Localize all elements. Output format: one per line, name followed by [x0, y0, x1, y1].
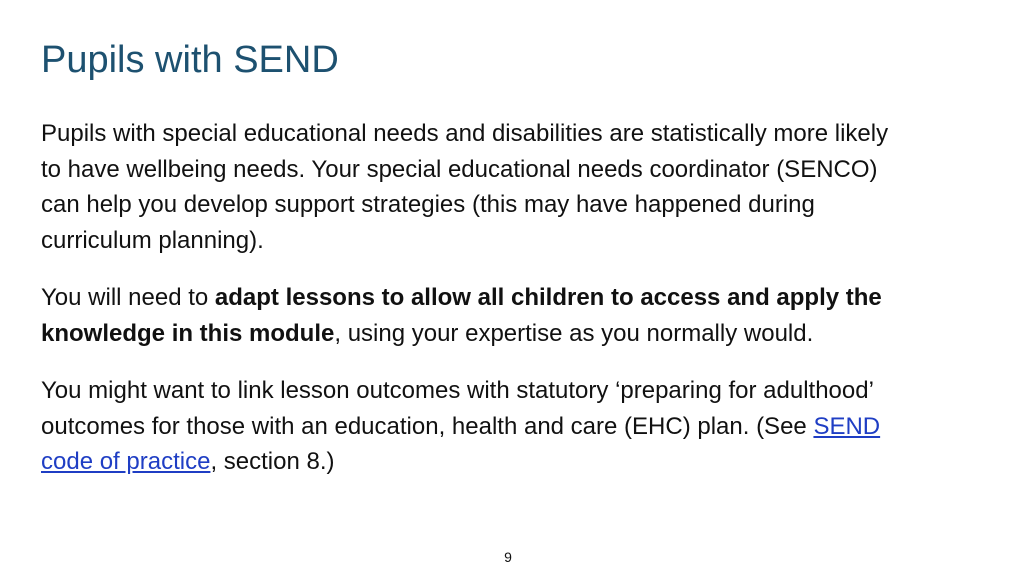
- paragraph-adapt-lessons-prefix: You will need to: [41, 284, 215, 311]
- send-code-of-practice-link[interactable]: SEND code of practice: [41, 412, 881, 475]
- paragraph-send-needs: Pupils with special educational needs and disabilities are statistically more likely to have wellbeing needs. Your special educational needs coordinator (SENCO) can help you develop support strategies (this may have happened during curriculum planning).: [41, 120, 889, 254]
- paragraph-lesson-outcomes: [41, 373, 891, 480]
- paragraph-lesson-outcomes-prefix: You might want to link lesson outcomes with statutory ‘preparing for adulthood’ outcomes for those with an education, health and care (EHC) plan. (See: [41, 377, 874, 440]
- slide-body: [41, 116, 891, 502]
- paragraph-adapt-lessons: [41, 280, 891, 351]
- page-number: 9: [504, 549, 512, 565]
- slide-title: Pupils with SEND: [41, 39, 339, 81]
- paragraph-adapt-lessons-suffix: , using your expertise as you normally would.: [334, 319, 814, 347]
- paragraph-lesson-outcomes-suffix: , section 8.): [210, 448, 335, 475]
- paragraph-adapt-lessons-emphasis: adapt lessons to allow all children to access and apply the knowledge in this module: [41, 284, 882, 347]
